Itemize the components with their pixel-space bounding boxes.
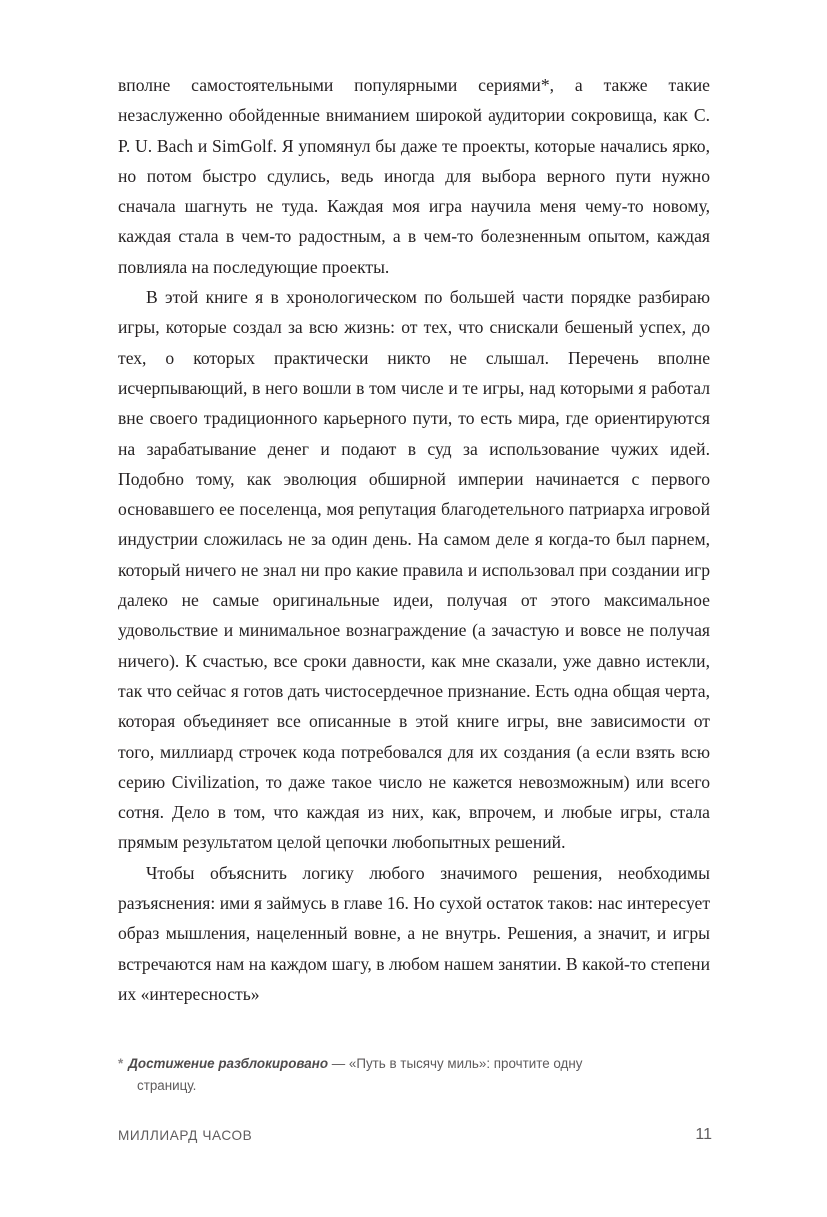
footnote-marker: * — [118, 1056, 124, 1071]
footnote-dash: — — [328, 1056, 349, 1071]
footnote-text: «Путь в тысячу миль»: прочтите одну — [348, 1056, 583, 1071]
page-number: 11 — [695, 1126, 712, 1143]
paragraph-1: вполне самостоятельными популярными сериями*, а также такие незаслуженно обойденные вниманием широкой аудитории сокровища, как C. P. U. Bach и SimGolf. Я упомянул бы даже те проекты, которые начались ярко, но потом быстро сдулись, ведь иногда для выбора верного пути нужно сначала шагнуть не туда. Каждая моя игра научила меня чему-то новому, каждая стала в чем-то радостным, а в чем-то болезненным опытом, каждая повлияла на последующие проекты. — [118, 75, 710, 277]
footnote — [118, 1053, 710, 1097]
footnote-continuation: страницу. — [137, 1078, 197, 1093]
paragraph-2: В этой книге я в хронологическом по большей части порядке разбираю игры, которые создал за всю жизнь: от тех, что снискали бешеный успех, до тех, о которых практически никто не слышал. Перечень вполне исчерпывающий, в него вошли в том числе и те игры, над которыми я работал вне своего традиционного карьерного пути, то есть мира, где ориентируются на зарабатывание денег и подают в суд за использование чужих идей. Подобно тому, как эволюция обширной империи начинается с первого основавшего ее поселенца, моя репутация благодетельного патриарха игровой индустрии сложилась не за один день. На самом деле я когда-то был парнем, который ничего не знал ни про какие правила и использовал при создании игр далеко не самые оригинальные идеи, получая от этого максимальное удовольствие и минимальное вознаграждение (а зачастую и вовсе не получая ничего). К счастью, все сроки давности, как мне сказали, уже давно истекли, так что сейчас я готов дать чистосердечное признание. Есть одна общая черта, которая объединяет все описанные в этой книге игры, вне зависимости от того, миллиард строчек кода потребовался для их создания (а если взять всю серию Civilization, то даже такое число не кажется невозможным) или всего сотня. Дело в том, что каждая из них, как, впрочем, и любые игры, стала прямым результатом целой цепочки любопытных решений. — [118, 287, 710, 853]
running-head: МИЛЛИАРД ЧАСОВ — [118, 1128, 253, 1143]
paragraph-3: Чтобы объяснить логику любого значимого решения, необходимы разъяснения: ими я займусь в главе 16. Но сухой остаток таков: нас интересует образ мышления, нацеленный вовне, а не внутрь. Решения, а значит, и игры встречаются нам на каждом шагу, в любом нашем занятии. В какой-то степени их «интересность» — [118, 862, 711, 1004]
page-body-text — [118, 70, 710, 1009]
footnote-achievement-label: Достижение разблокировано — [128, 1056, 329, 1071]
